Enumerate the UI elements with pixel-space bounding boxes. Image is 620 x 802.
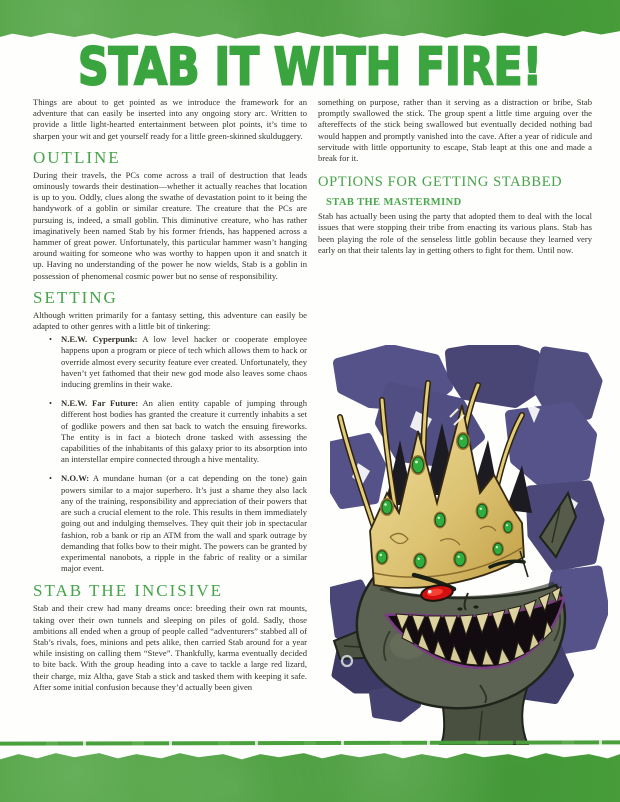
top-border-band [0,0,620,42]
setting-bullet-cyberpunk [33,334,307,390]
setting-intro: Although written primarily for a fantasy setting, this adventure can easily be adapted to other genres with a little bit of tinkering: [33,309,307,332]
intro-paragraph: Things are about to get pointed as we introduce the framework for an adventure that can easily be inserted into any ongoing story arc. Written to provide a little light-hearted entertainment between plot points, it’s time to sharpen your wit and get yourself ready for a little green-skinned skulduggery. [33,97,307,141]
bullet-text: A mundane human (or a cat depending on the tone) gain powers similar to a major superhero. It’s just a shame they also lack any of the training, responsibility and appreciation of their powers that are such a crucial element to the role. This results in them immediately going out and indulging themselves. They quit their job in spectacular fashion, rob a bank or rip an ATM from the wall and spark outrage by demanding that folks bow to their might. The powers can be granted by experimental nanobots, a ripple in the fabric of reality or a similar major event. [61,473,307,574]
setting-bullet-now [33,473,307,574]
bottom-border-band [0,750,620,802]
stab-incisive-heading: STAB THE INCISIVE [33,581,224,601]
bullet-text: A low level hacker or cooperate employee happens upon a program or piece of tech which allows them to hack or override almost every security feature ever created. Unfortunately, they haven’t yet fathomed that their new god mode also leaves some chaos inducing gremlins in their wake. [61,334,307,390]
stab-mastermind-heading: STAB THE MASTERMIND [326,197,462,209]
setting-bullet-far-future [33,398,307,465]
continuation-paragraph: something on purpose, rather than it serving as a distraction or bribe, Stab promptly swallowed the stick. The group spent a little time arguing over the aftereffects of the stick being swallowed but eventually decided nothing bad would happen and promptly vanished into the cave. After a year of ridicule and servitude with little opportunity to escape, Stab leapt at this one and made a break for it. [318,97,592,164]
setting-heading: SETTING [33,287,118,307]
goblin-king-illustration [330,345,608,745]
bullet-text: An alien entity capable of jumping through different host bodies has granted the creature it currently inhabits a set of godlike powers and then sat back to watch the ensuing fireworks. The entity is in fact a biotech drone tasked with assessing the capabilities of the inhabitants of this galaxy prior to its absorption into an interstellar empire connected through a hive mentality. [61,398,307,465]
options-heading: OPTIONS FOR GETTING STABBED [318,174,563,191]
setting-bullet-list [33,334,307,574]
bullet-lead: N.E.W. Cyperpunk: [61,334,138,345]
goblin-illustration-svg [330,345,608,745]
page-title: STAB IT WITH FIRE! [77,36,543,98]
outline-paragraph: During their travels, the PCs come across a trail of destruction that leads ominously towards their destination—whether it actually reaches that location is up to you. Oddly, clues along the swathe of devastation point to it being the handywork of a goblin or similar creature. The creature that the PCs are pursuing is, indeed, a small goblin. This diminutive creature, who has rather imaginatively been named Stab by his former friends, has happened across a hammer of great power. Unfortunately, this particular hammer wasn’t hanging around waiting for someone who was worthy to happen upon it and snatch it up. Having no understanding of the power he now wields, Stab is a goblin in possession of phenomenal cosmic power but no sense of responsibility. [33,169,307,281]
bullet-lead: N.E.W. Far Future: [61,398,139,409]
stab-incisive-paragraph: Stab and their crew had many dreams once: breeding their own rat mounts, taking over their own tunnels and sleeping on piles of gold. Sadly, those ambitions all ended when a group of people called “adventurers” stabbed all of Stab’s rivals, foes, minions and pets alike, then carried Stab around for a year while insisting on calling them “Steve”. Thankfully, karma eventually decided to bite back. With the group heading into a cave to tackle a large red lizard, their charge, miz Altha, gave Stab a stick and tasked them with keeping it safe. After some initial confusion because they’d actually been given [33,603,307,692]
right-column [318,97,592,257]
outline-heading: OUTLINE [33,147,121,167]
bullet-lead: N.O.W: [61,473,90,484]
stab-mastermind-paragraph: Stab has actually been using the party that adopted them to deal with the local issues that were stopping their tribe from enacting its various plans. Stab has been playing the role of the senseless little goblin because they learned very early on that their talents lay in getting others to fight for them. Until now. [318,211,592,255]
title-area [0,36,620,98]
left-column [33,97,307,694]
